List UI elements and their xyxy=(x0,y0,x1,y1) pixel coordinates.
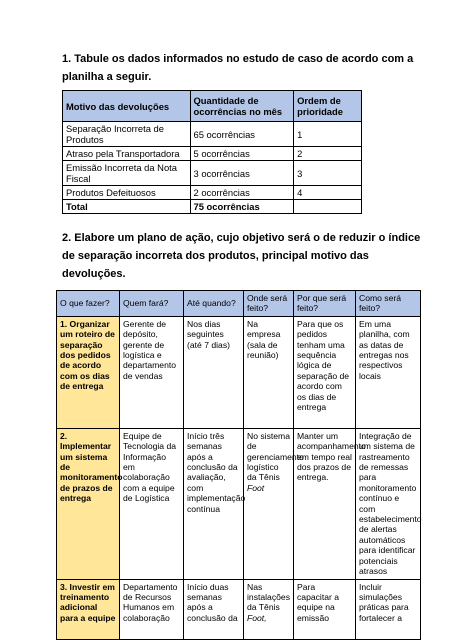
cell-how: Em uma planilha, com as datas de entregas nos respectivos locais xyxy=(356,316,421,428)
cell-how: Integração de um sistema de rastreamento de remessas para monitoramento contínuo e com estabelecimento de alertas automáticos para identificar potenciais atrasos xyxy=(356,428,421,579)
cell-where xyxy=(244,579,294,639)
cell-when: Nos dias seguintes (até 7 dias) xyxy=(184,316,244,428)
cell-priority: 1 xyxy=(294,122,362,147)
header-who: Quem fará? xyxy=(120,291,184,317)
cell-priority: 3 xyxy=(294,161,362,186)
total-label: Total xyxy=(63,200,191,214)
cell-priority: 4 xyxy=(294,186,362,200)
cell-reason: Emissão Incorreta da Nota Fiscal xyxy=(63,161,191,186)
table-row xyxy=(63,122,362,147)
cell-what: 2. Implementar um sistema de monitoramento de prazos de entrega xyxy=(57,428,120,579)
table-row xyxy=(63,147,362,161)
cell-quantity: 65 ocorrências xyxy=(190,122,294,147)
header-quantity: Quantidade de ocorrências no mês xyxy=(190,91,294,122)
header-why: Por que será feito? xyxy=(294,291,356,317)
section2-heading: 2. Elabore um plano de ação, cujo objetivo será o de reduzir o índice de separação incorreta dos produtos, principal motivo das devoluções. xyxy=(62,232,421,280)
cell-who: Equipe de Tecnologia da Informação em colaboração com a equipe de Logística xyxy=(120,428,184,579)
cell-what: 1. Organizar um roteiro de separação dos pedidos de acordo com os dias de entrega xyxy=(57,316,120,428)
action-plan-table xyxy=(56,290,421,640)
cell-quantity: 5 ocorrências xyxy=(190,147,294,161)
returns-table xyxy=(62,90,362,214)
table-row xyxy=(57,579,421,639)
table-row xyxy=(57,316,421,428)
header-reason: Motivo das devoluções xyxy=(63,91,191,122)
table-row xyxy=(63,161,362,186)
header-where: Onde será feito? xyxy=(244,291,294,317)
total-value: 75 ocorrências xyxy=(190,200,294,214)
section1-heading: 1. Tabule os dados informados no estudo de caso de acordo com a planilha a seguir. xyxy=(62,53,414,83)
header-how: Como será feito? xyxy=(356,291,421,317)
cell-where: Na empresa (sala de reunião) xyxy=(244,316,294,428)
cell-when: Início três semanas após a conclusão da avaliação, com implementação contínua xyxy=(184,428,244,579)
returns-table-header xyxy=(63,91,362,122)
cell-quantity: 2 ocorrências xyxy=(190,186,294,200)
header-priority: Ordem de prioridade xyxy=(294,91,362,122)
cell-why: Para capacitar a equipe na emissão xyxy=(294,579,356,639)
cell-where-text: Nas instalações da Tênis xyxy=(247,581,290,613)
cell-how: Incluir simulações práticas para fortalecer a xyxy=(356,579,421,639)
cell-who: Gerente de depósito, gerente de logística e departamento de vendas xyxy=(120,316,184,428)
cell-where-italic: Foot xyxy=(247,482,265,493)
cell-reason: Atraso pela Transportadora xyxy=(63,147,191,161)
action-plan-header xyxy=(57,291,421,317)
cell-priority: 2 xyxy=(294,147,362,161)
total-row xyxy=(63,200,362,214)
header-what: O que fazer? xyxy=(57,291,120,317)
cell-quantity: 3 ocorrências xyxy=(190,161,294,186)
cell-where-italic: Foot, xyxy=(247,612,267,623)
cell-where-text: No sistema de gerenciamento logístico da Tênis xyxy=(247,430,304,483)
cell-what: 3. Investir em treinamento adicional para a equipe xyxy=(57,579,120,639)
cell-reason: Produtos Defeituosos xyxy=(63,186,191,200)
cell-why: Manter um acompanhamento em tempo real dos prazos de entrega. xyxy=(294,428,356,579)
cell-why: Para que os pedidos tenham uma sequência lógica de separação de acordo com os dias de entrega xyxy=(294,316,356,428)
cell-when: Início duas semanas após a conclusão da xyxy=(184,579,244,639)
table-row xyxy=(63,186,362,200)
cell-where xyxy=(244,428,304,579)
table-row xyxy=(57,428,421,579)
header-when: Até quando? xyxy=(184,291,244,317)
cell-reason: Separação Incorreta de Produtos xyxy=(63,122,191,147)
cell-who: Departamento de Recursos Humanos em colaboração xyxy=(120,579,184,639)
total-empty xyxy=(294,200,362,214)
